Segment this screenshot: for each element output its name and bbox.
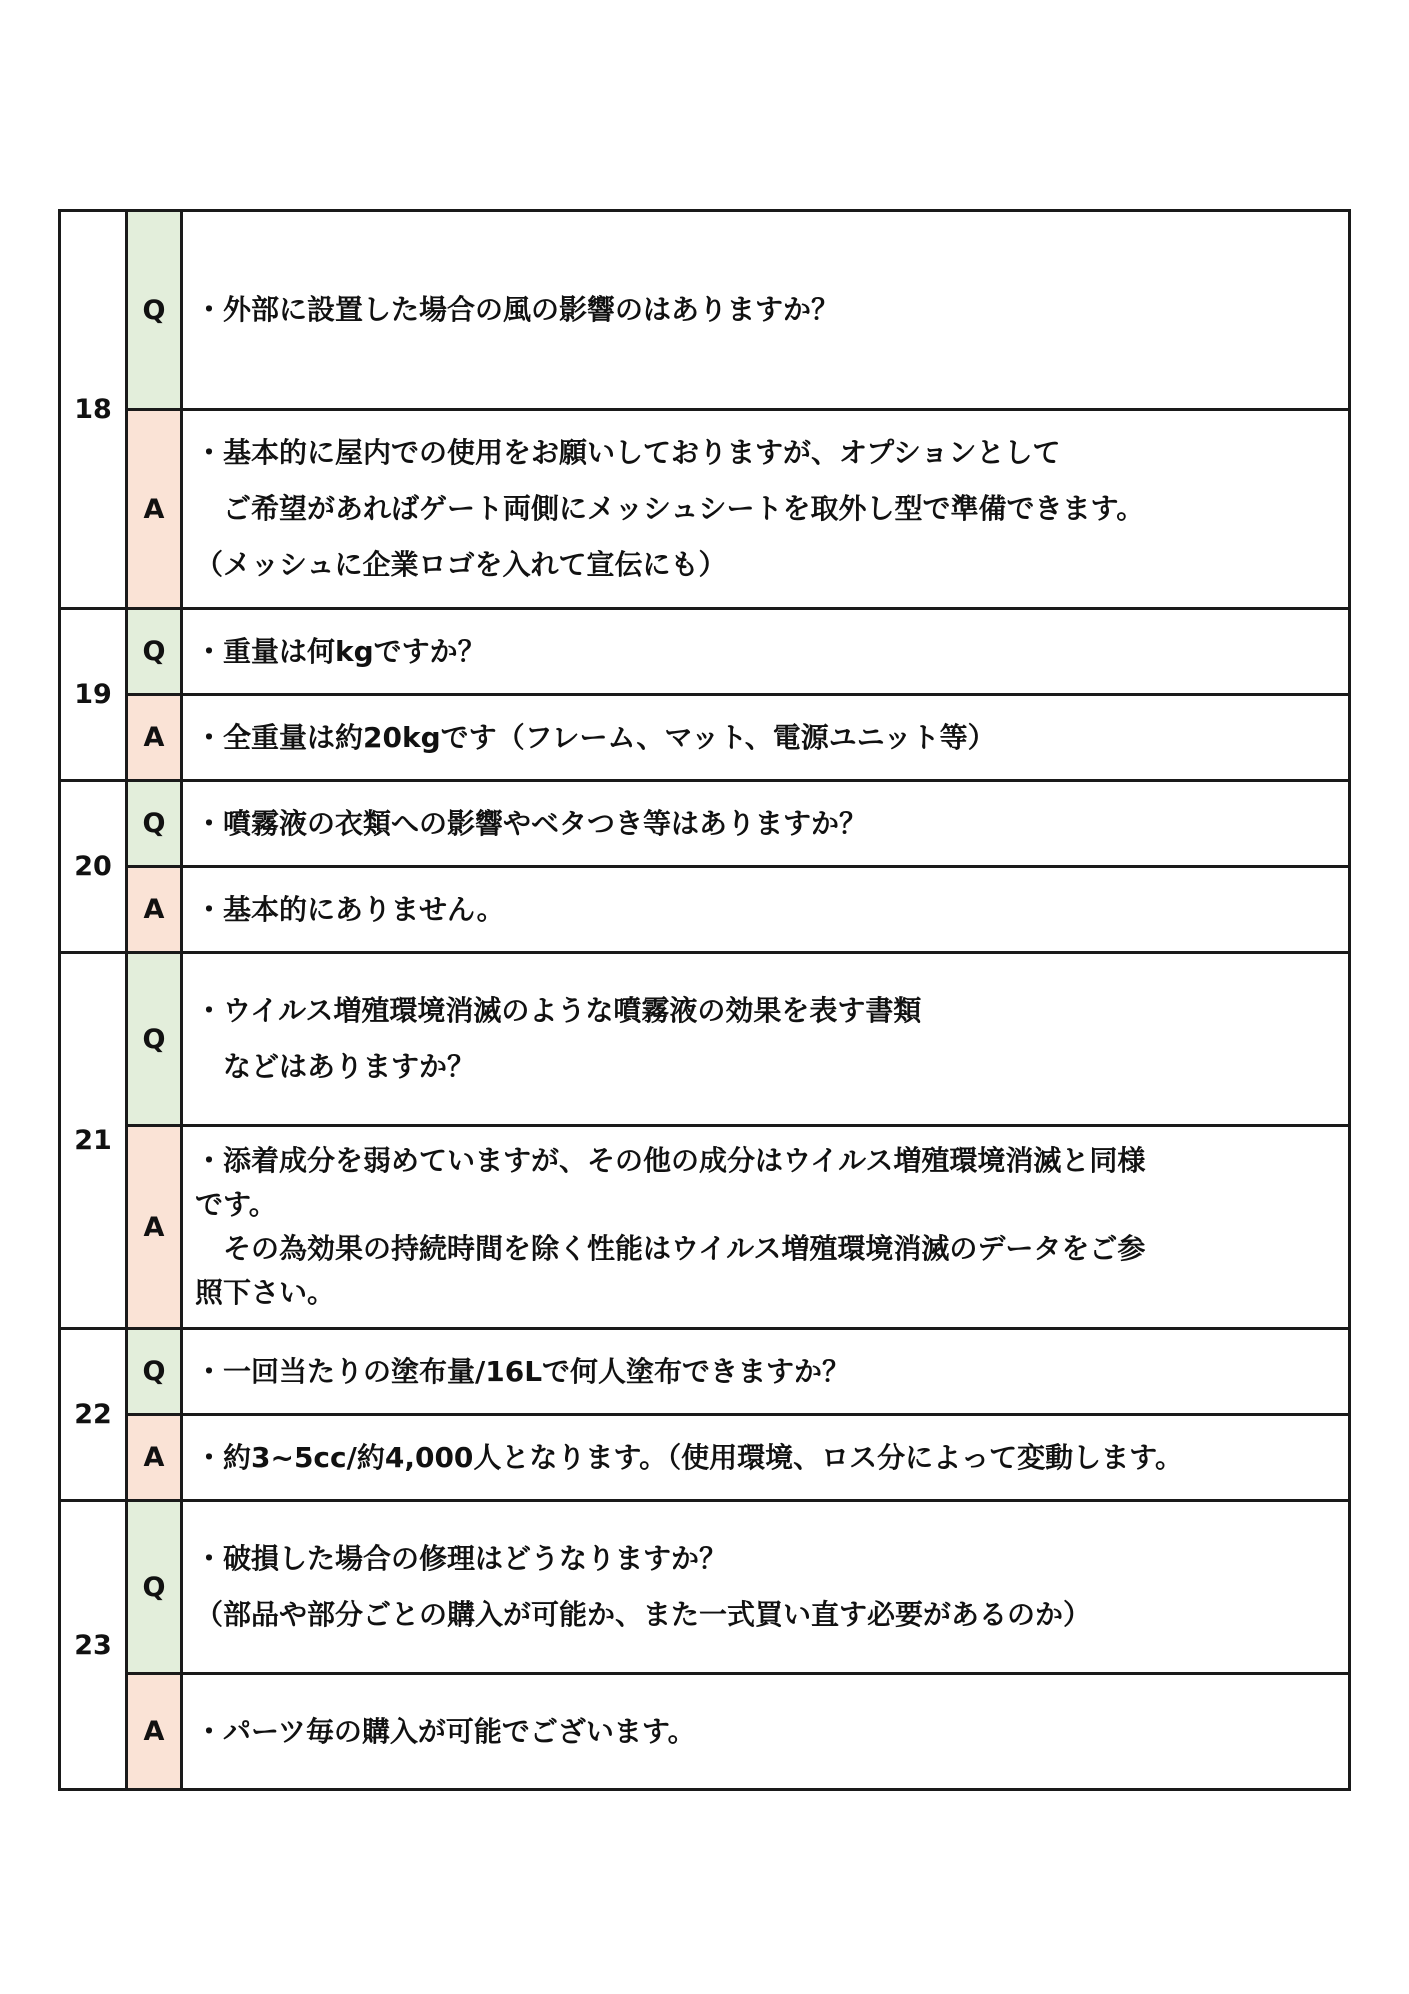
question-line: ・ウイルス増殖環境消滅のような噴霧液の効果を表す書類 [195,994,922,1027]
answer-text [182,1674,1350,1790]
answer-text [182,1126,1350,1329]
question-line: ・外部に設置した場合の風の影響のはありますか？ [195,293,840,326]
question-line: ・重量は何kgですか？ [195,634,486,668]
faq-row-23-question [60,1501,1350,1674]
answer-text [182,1415,1350,1501]
faq-number: 19 [60,609,127,781]
question-line: などはありますか？ [223,1050,476,1083]
faq-number: 20 [60,781,127,953]
question-tag: Q [127,609,182,695]
question-line: ・一回当たりの塗布量/16Lで何人塗布できますか？ [195,1354,851,1388]
question-line: （部品や部分ごとの購入が可能か、また一式買い直す必要があるのか） [195,1598,1092,1631]
faq-row-19-answer [60,695,1350,781]
faq-row-21-question [60,953,1350,1126]
answer-line: ・全重量は約20kgです（フレーム、マット、電源ユニット等） [195,720,996,754]
answer-line: ご希望があればゲート両側にメッシュシートを取外し型で準備できます。 [223,492,1145,525]
faq-row-22-question [60,1329,1350,1415]
question-text [182,1501,1350,1674]
answer-text [182,695,1350,781]
question-text [182,953,1350,1126]
answer-tag: A [127,867,182,953]
answer-line: ・約3~5cc/約4,000人となります。（使用環境、ロス分によって変動します。 [195,1440,1183,1474]
faq-row-20-question [60,781,1350,867]
answer-line: ・基本的にありません。 [195,892,505,926]
faq-row-21-answer [60,1126,1350,1329]
question-tag: Q [127,953,182,1126]
question-tag: Q [127,1329,182,1415]
answer-line: ・添着成分を弱めていますが、その他の成分はウイルス増殖環境消滅と同様 [195,1144,1146,1177]
answer-line: その為効果の持続時間を除く性能はウイルス増殖環境消滅のデータをご参 [223,1232,1146,1265]
answer-line: です。 [195,1188,277,1221]
question-text [182,609,1350,695]
faq-number: 23 [60,1501,127,1790]
faq-row-22-answer [60,1415,1350,1501]
answer-tag: A [127,1126,182,1329]
faq-row-23-answer [60,1674,1350,1790]
faq-row-20-answer [60,867,1350,953]
answer-tag: A [127,410,182,609]
answer-line: 照下さい。 [195,1276,336,1309]
question-line: ・破損した場合の修理はどうなりますか？ [195,1542,728,1575]
answer-text [182,867,1350,953]
answer-line: （メッシュに企業ロゴを入れて宣伝にも） [195,548,727,581]
faq-row-19-question [60,609,1350,695]
faq-number: 18 [60,211,127,609]
question-tag: Q [127,781,182,867]
answer-tag: A [127,1415,182,1501]
question-line: ・噴霧液の衣類への影響やベタつき等はありますか？ [195,806,868,840]
question-text [182,211,1350,410]
answer-line: ・基本的に屋内での使用をお願いしておりますが、オプションとして [195,436,1061,469]
faq-number: 21 [60,953,127,1329]
question-tag: Q [127,1501,182,1674]
faq-table [58,209,1351,1791]
answer-tag: A [127,695,182,781]
question-text [182,781,1350,867]
faq-number: 22 [60,1329,127,1501]
question-tag: Q [127,211,182,410]
question-text [182,1329,1350,1415]
answer-text [182,410,1350,609]
faq-row-18-question [60,211,1350,410]
answer-line: ・パーツ毎の購入が可能でございます。 [195,1714,696,1748]
answer-tag: A [127,1674,182,1790]
faq-row-18-answer [60,410,1350,609]
